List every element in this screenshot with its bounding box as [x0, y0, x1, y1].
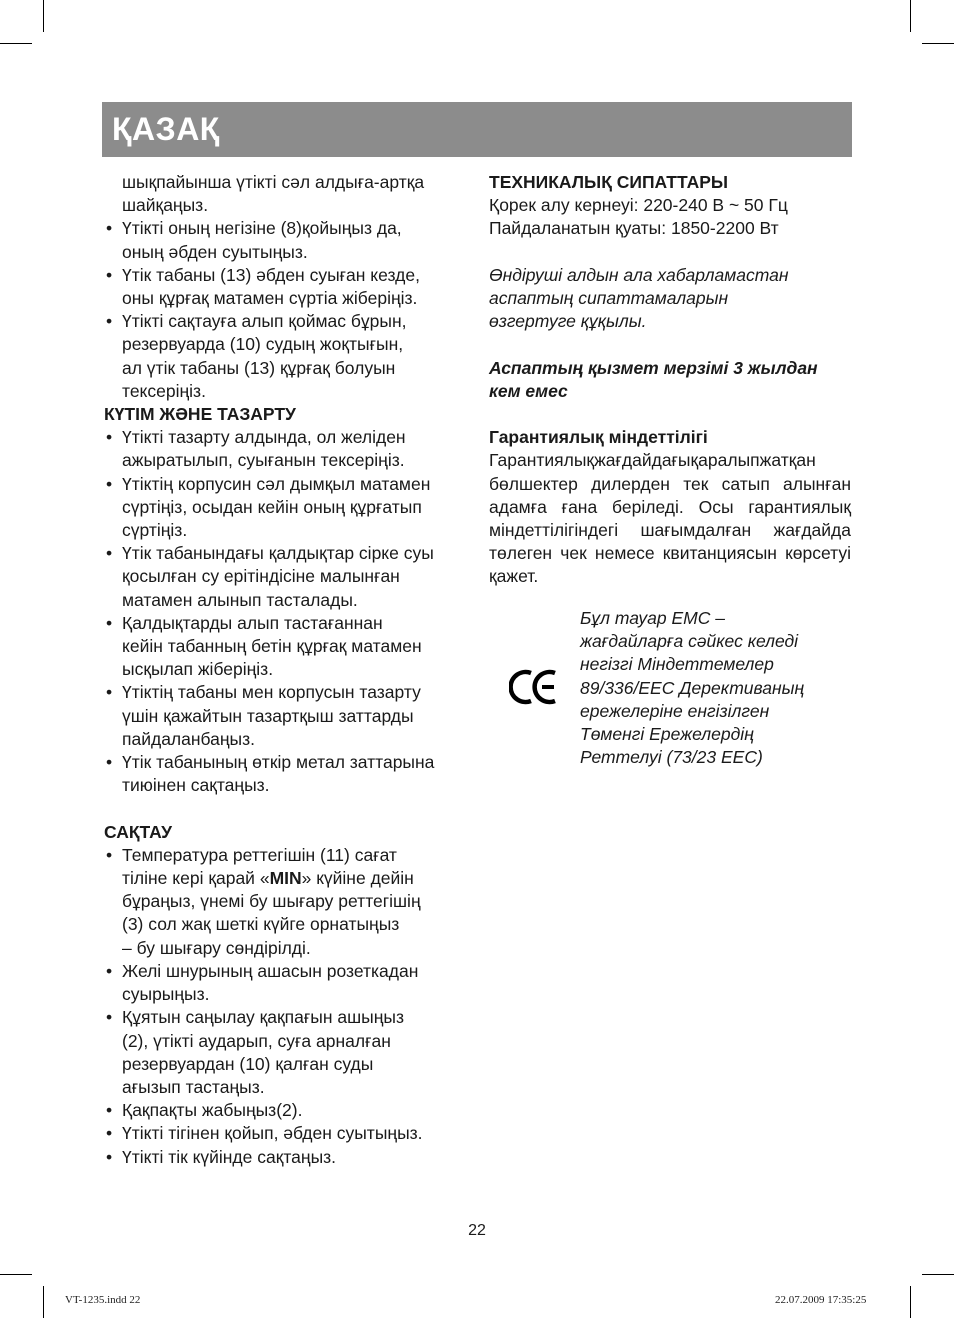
list-item-line: • Үтікті тігінен қойып, әбден суытыңыз. [122, 1123, 423, 1144]
list-item-line: – бу шығару сөндірілді. [122, 937, 311, 958]
list-item-line: • Үтіктің табаны мен корпусын тазарту [122, 682, 421, 703]
list-item-line: • Үтікті оның негізіне (8)қойыңыз да, [122, 218, 402, 239]
list-item-line: оның әбден суытыңыз. [122, 241, 308, 262]
list-item [104, 1099, 466, 1122]
list-item-line: ысқылап жіберіңіз. [122, 659, 274, 680]
ce-mark-icon [509, 667, 561, 707]
list-item-line: • Қалдықтарды алып тастағаннан [122, 612, 383, 633]
list-item-line: резервуарда (10) судың жоқтығын, [122, 334, 404, 355]
list-item-line: үшін қажайтын тазартқыш заттарды [122, 705, 414, 726]
list-item-line: ажыратылып, суығанын тексеріңіз. [122, 450, 405, 471]
storage-list [104, 844, 466, 1169]
intro-line: шайқаңыз. [122, 195, 209, 216]
list-item-line: кейін табанның бетін құрғақ матамен [122, 636, 422, 657]
list-item-line: • Үтік табанындағы қалдықтар сірке суы [122, 543, 434, 564]
list-item-line: (3) сол жақ шеткі күйге орнатыңыз [122, 914, 400, 935]
list-item-line: суырыңыз. [122, 984, 210, 1005]
ce-text [580, 607, 840, 769]
language-header [102, 102, 852, 157]
ce-text-line: Төменгі Ережелердің [580, 724, 754, 745]
list-item-line: қосылған су ерітіндісіне малынған [122, 566, 400, 587]
crop-mark [43, 0, 44, 32]
list-item-line: • Желі шнурының ашасын розеткадан [122, 960, 419, 981]
spacer [489, 241, 851, 264]
footer-timestamp: 22.07.2009 17:35:25 [775, 1294, 867, 1306]
ce-text-line: Реттелуі (73/23 ЕЕС) [580, 747, 763, 768]
list-item-line: бұраңыз, үнемі бу шығару реттегішің [122, 891, 421, 912]
warranty-text: Гарантиялықжағдайдағықаралыпжатқан бөлшектер дилерден тек сатып алынған адамға ғана беріледі. Осы гарантиялық міндеттілігіндегі шағымдалған жағдайда төлеген чек немесе квитанциясын көрсетуі қажет. [489, 450, 851, 587]
list-item [104, 681, 466, 751]
voltage-spec: Қорек алу кернеуі: 220-240 В ~ 50 Гц [489, 195, 788, 216]
usage-list [104, 217, 466, 403]
spacer [489, 403, 851, 426]
list-item [104, 1146, 466, 1169]
spacer [489, 333, 851, 356]
list-item [104, 264, 466, 310]
list-item-line: • Үтікті тазарту алдында, ол желіден [122, 427, 406, 448]
list-item [104, 960, 466, 1006]
notice-line: өзгертуге құқылы. [489, 311, 647, 332]
list-item [104, 1006, 466, 1099]
crop-mark [0, 43, 32, 44]
crop-mark [910, 0, 911, 32]
service-life-line: кем емес [489, 380, 568, 401]
inline-text: тіліне кері қарай « [122, 868, 270, 889]
list-item-line: матамен алынып тасталады. [122, 589, 358, 610]
list-item-line: • Үтік табанының өткір метал заттарына [122, 752, 435, 773]
list-item-line: сүртіңіз, осыдан кейін оның құрғатып [122, 496, 422, 517]
list-item [104, 751, 466, 797]
tech-heading: ТЕХНИКАЛЫҚ СИПАТТАРЫ [489, 172, 729, 192]
list-item [104, 844, 466, 960]
page-number: 22 [468, 1222, 486, 1239]
ce-text-line: жағдайларға сәйкес келеді [580, 631, 799, 652]
warranty-heading: Гарантиялық міндеттілігі [489, 427, 708, 448]
service-life-line: Аспаптың қызмет мерзімі 3 жылдан [489, 357, 818, 378]
ce-text-line: Бұл тауар ЕМС – [580, 608, 725, 628]
list-item-line: • Үтік табаны (13) әбден суыған кезде, [122, 264, 420, 285]
list-item-line: пайдаланбаңыз. [122, 728, 256, 749]
min-label: MIN [269, 868, 302, 889]
list-item [104, 217, 466, 263]
list-item-line: • Құятын саңылау қақпағын ашыңыз [122, 1007, 404, 1028]
intro-line: шықпайынша үтікті сәл алдыға-артқа [122, 172, 425, 192]
list-item-line: оны құрғақ матамен сүртіа жіберіңіз. [122, 288, 418, 309]
care-list [104, 426, 466, 797]
list-item-line: • Үтікті тік күйінде сақтаңыз. [122, 1146, 337, 1167]
list-item-line: • Температура реттегішін (11) сағат [122, 844, 397, 865]
left-column [104, 171, 466, 1169]
notice-line: Өндіруші алдын ала хабарламастан [489, 264, 789, 285]
list-item [104, 473, 466, 543]
list-item [104, 426, 466, 472]
ce-text-line: 89/336/ЕЕС Дерективаның [580, 677, 805, 698]
crop-mark [0, 1274, 32, 1275]
ce-text-line: ережелеріне енгізілген [580, 700, 770, 721]
crop-mark [910, 1286, 911, 1318]
right-column [489, 171, 851, 589]
power-spec: Пайдаланатын қуаты: 1850-2200 Вт [489, 218, 779, 239]
notice-line: аспаптың сипаттамаларын [489, 288, 729, 308]
list-item-line: • Қақпақты жабыңыз(2). [122, 1100, 303, 1121]
list-item-line [122, 867, 466, 890]
spacer [104, 797, 466, 820]
list-item-line: тексеріңіз. [122, 380, 206, 401]
list-item [104, 310, 466, 403]
list-item-line: (2), үтікті аударып, суға арналған [122, 1030, 391, 1051]
crop-mark [922, 43, 954, 44]
footer-file-label: VT-1235.indd 22 [65, 1294, 141, 1306]
care-heading: КҮТІМ ЖӘНЕ ТАЗАРТУ [104, 404, 296, 425]
list-item-line: сүртіңіз. [122, 520, 188, 541]
list-item-line: тиюінен сақтаңыз. [122, 775, 270, 796]
list-item-line: ағызып тастаңыз. [122, 1076, 265, 1097]
ce-text-line: негізгі Міндеттемелер [580, 654, 774, 675]
list-item-line: • Үтікті сақтауға алып қоймас бұрын, [122, 311, 407, 332]
list-item-line: ал үтік табаны (13) құрғақ болуын [122, 357, 396, 378]
crop-mark [43, 1286, 44, 1318]
list-item [104, 542, 466, 612]
crop-mark [922, 1274, 954, 1275]
list-item [104, 1122, 466, 1145]
storage-heading: САҚТАУ [104, 821, 172, 842]
list-item-line: резервуардан (10) қалған суды [122, 1053, 374, 1074]
page-title: ҚАЗАҚ [112, 111, 220, 147]
list-item [104, 612, 466, 682]
inline-text: » күйіне дейін [301, 868, 414, 889]
list-item-line: • Үтіктің корпусин сәл дымқыл матамен [122, 473, 431, 494]
